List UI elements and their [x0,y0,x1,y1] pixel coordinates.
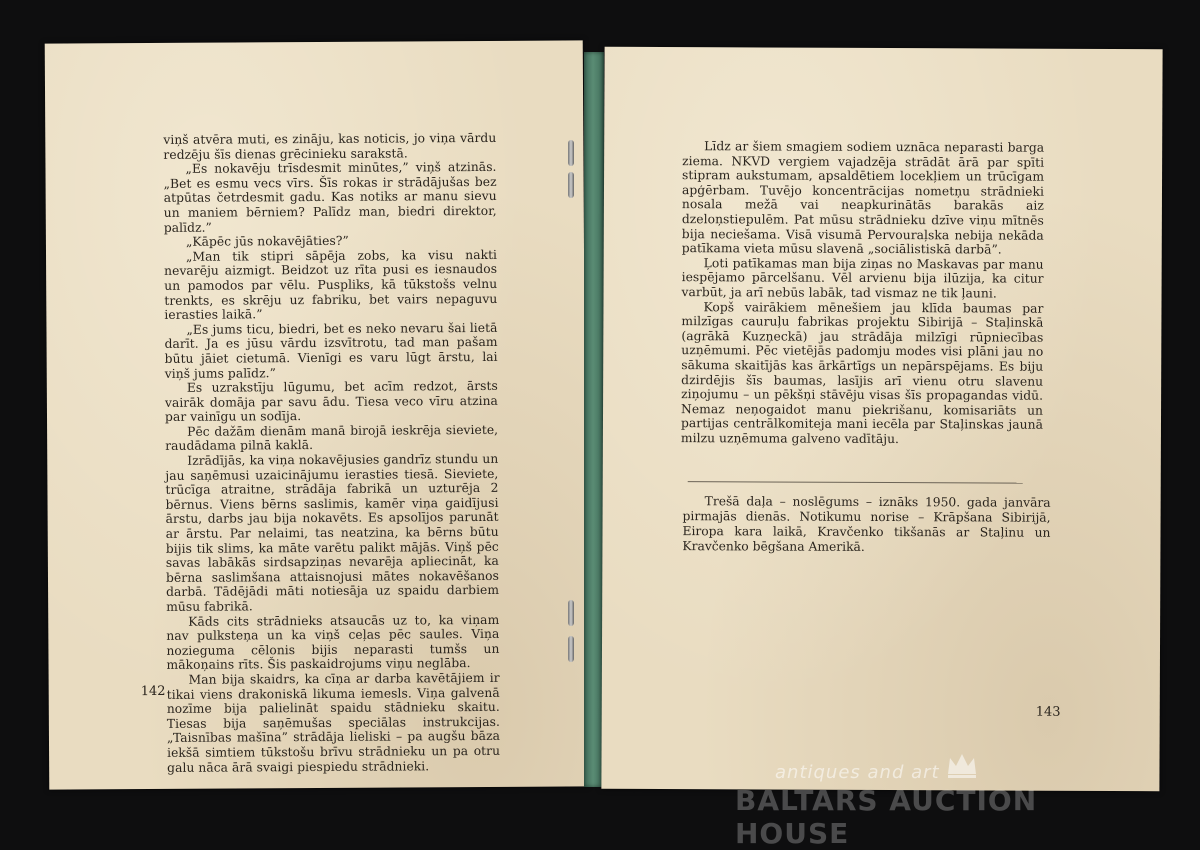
paragraph: Ļoti patīkamas man bija ziņas no Maskavas par manu iespējamo pārcelšanu. Vēl arvienu bija ilūzija, ka citur varbūt, ja arī nebūs labāk, tad vismaz ne tik ļauni. [681,255,1044,301]
divider-rule [688,481,1023,483]
paragraph: Es uzrakstīju lūgumu, bet acīm redzot, ārsts vairāk domāja par savu ādu. Tiesa veco vīru atzina par vainīgu un sodīja. [164,378,498,425]
paragraph: „Kāpēc jūs nokavējāties?” [185,233,349,249]
staple [568,600,574,626]
paragraph: Izrādījās, ka viņa nokavējusies gandrīz stundu un jau saņēmusi uzaicinājumu ierasties tiesā. Sieviete, trūcīga atraitne, strādāja fabrikā un uzturēja 2 bērnus. Viens bērns saslimis, kamēr viņa gaidījusi ārstu, darbs jau bija nokavēts. Es apsolījos parunāt ar ārstu. Par nelaimi, tas neatzina, ka bērns būtu bijis tik slims, ka māte varētu palikt mājās. Viņš pēc savas labākās sirdsapziņas nevarēja apliecināt, ka bērna saslimšana attaisnojusi mātes nokavēšanos darbā. Tādējādi māti notiesāja uz spaidu darbiem mūsu fabrikā. [165,451,500,614]
watermark-tagline: antiques and art [775,762,940,783]
paragraph: „Es jums ticu, biedri, bet es neko nevaru šai lietā darīt. Ja es jūsu vārdu izsvītrotu, tad man pašam būtu jāiet cietumā. Vienīgi es varu lūgt ārstu, lai viņš jums palīdz.” [164,320,498,381]
paragraph: Kāds cits strādnieks atsaucās uz to, ka viņam nav pulksteņa un ka viņš ceļas pēc saules. Viņa nozieguma cēlonis bijis neparasti tumšs un mākoņains rīts. Šis paskaidrojums viņu neglāba. [166,612,500,673]
right-page [601,47,1162,791]
staple [568,636,574,662]
paragraph: Pēc dažām dienām manā birojā ieskrēja sieviete, raudādama pilnā kaklā. [165,422,499,454]
right-page-text [681,139,1044,447]
note-text: Trešā daļa – noslēgums – iznāks 1950. gada janvāra pirmajās dienās. Notikumu norise – Krāpšana Sibirijā, Eiropa kara laikā, Kravčenko tikšanās ar Staļinu un Kravčenko bēgšana Amerikā. [682,494,1051,554]
closing-note [682,494,1050,556]
page-number: 142 [140,683,166,700]
paragraph: viņš atvēra muti, es zināju, kas noticis, jo viņa vārdu redzēju šīs dienas grēcinieku sarakstā. [163,130,497,162]
left-page-text [163,131,500,775]
paragraph: Kopš vairākiem mēnešiem jau klīda baumas par milzīgas cauruļu fabrikas projektu Sibirijā – Staļinskā (agrākā Kuzņeckā) jau strādāja milzīgi rūpniecības uzņēmumi. Pēc vietējās padomju modes visi plāni jau no sākuma skaitījās kas ārkārtīgs un nepārspējams. Es biju dzirdējis šīs baumas, lasījis arī vienu otru slavenu ziņojumu – un pēkšņi stāvēju visas šīs propagandas vidū. Nemaz neņogaidot manu piekrišanu, komisariāts un partijas centrālkomiteja mani iecēla par Staļinskas jaunā milzu uzņēmuma galveno vadītāju. [680,299,1044,446]
auction-watermark [735,762,1115,850]
paragraph: Man bija skaidrs, ka cīņa ar darba kavētājiem ir tikai viens drakoniskā likuma iemesls. Viņa galvenā nozīme bija palielināt spaidu stādnieku skaitu. Tiesas bija saņēmušas speciālas instrukcijas. „Taisnības mašīna” strādāja lieliski – pa augšu bāza iekšā simtiem tūkstošu brīvu strādnieku un pa otru galu nāca ārā svaigi piespiedu strādnieki. [166,670,501,775]
paragraph: Līdz ar šiem smagiem sodiem uznāca neparasti barga ziema. NKVD vergiem vajadzēja strādāt ārā par spīti stipram aukstumam, apsaldētiem locekļiem un trūcīgam apģērbam. Tuvējo koncentrācijas nometņu strādnieki nosala mežā vai neapkurinātās barakās aiz dzeloņstiepulēm. Pat mūsu strādnieku dzīve viņu mītnēs bija neciešama. Visā visumā Pervouraļska nebija nekāda patīkama vieta mūsu slavenā „sociālistiskā darbā”. [681,139,1045,257]
paragraph: „Es nokavēju trīsdesmit minūtes,” viņš atzinās. „Bet es esmu vecs vīrs. Šīs rokas ir strādājušas bez atpūtas četrdesmit gadu. Kas notiks ar manu sievu un maniem bērniem? Palīdz man, biedri direktor, palīdz.” [163,160,497,235]
staple [568,140,574,166]
watermark-brand: BALTARS AUCTION HOUSE [735,784,1038,850]
crown-icon [945,750,979,780]
staple [568,172,574,198]
paragraph: „Man tik stipri sāpēja zobs, ka visu nakti nevarēju aizmigt. Beidzot uz rīta pusi es iesnaudos un pamodos par vēlu. Puspliks, kā tūkstošs velnu trenkts, es skrēju uz fabriku, bet vairs nepaguvu ierasties laikā.” [164,247,498,323]
page-number: 143 [1035,704,1061,720]
left-page [45,40,588,789]
